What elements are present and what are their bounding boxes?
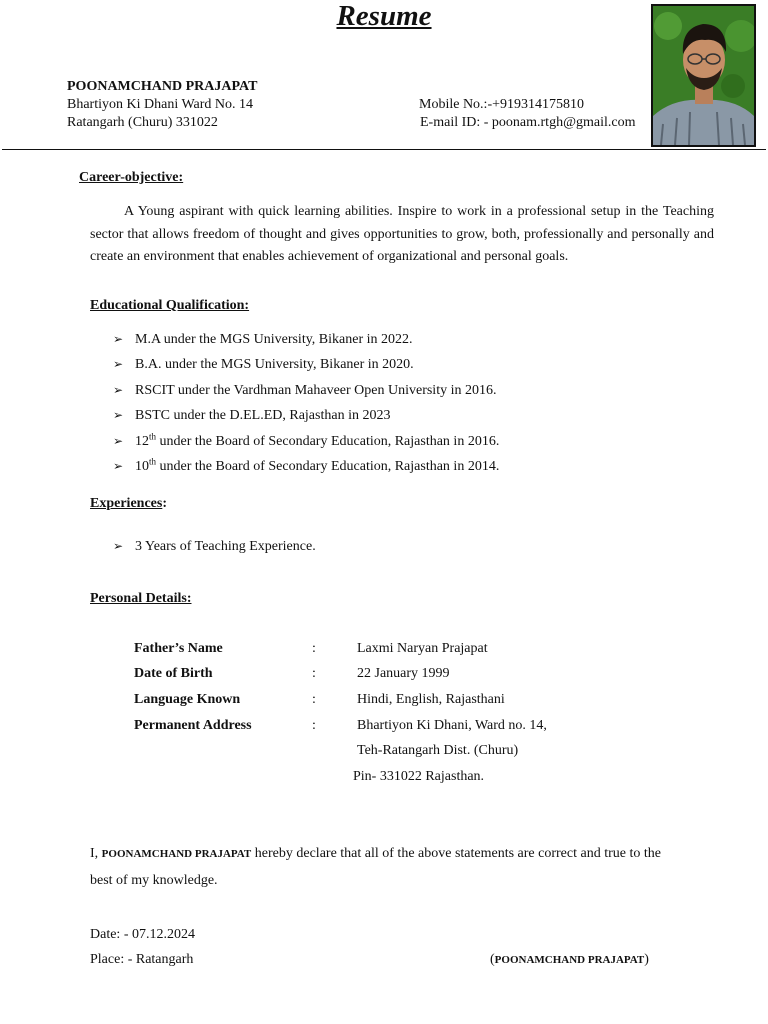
dob-value: 22 January 1999: [357, 666, 450, 681]
arrow-bullet-icon: ➢: [113, 332, 124, 346]
profile-photo: [651, 4, 756, 147]
applicant-name: POONAMCHAND PRAJAPAT: [67, 79, 258, 94]
arrow-bullet-icon: ➢: [113, 459, 124, 473]
language-label: Language Known: [134, 692, 241, 707]
address-line-2: Ratangarh (Churu) 331022: [67, 115, 218, 130]
declaration-date: Date: - 07.12.2024: [90, 927, 195, 942]
permanent-address-line-1: Bhartiyon Ki Dhani, Ward no. 14,: [357, 718, 547, 733]
signature-name: (POONAMCHAND PRAJAPAT): [490, 952, 649, 967]
email-address: E-mail ID: - poonam.rtgh@gmail.com: [420, 115, 636, 130]
resume-title: Resume: [336, 0, 432, 32]
header-divider: [2, 149, 766, 150]
fathers-name-value: Laxmi Naryan Prajapat: [357, 641, 488, 656]
arrow-bullet-icon: ➢: [113, 434, 124, 448]
list-item: ➢ RSCIT under the Vardhman Mahaveer Open University in 2016.: [113, 383, 497, 398]
list-item: ➢ 3 Years of Teaching Experience.: [113, 539, 316, 554]
language-value: Hindi, English, Rajasthani: [357, 692, 505, 707]
mobile-number: Mobile No.:-+919314175810: [419, 97, 584, 112]
permanent-address-line-3: Pin- 331022 Rajasthan.: [353, 769, 485, 784]
declaration-name: POONAMCHAND PRAJAPAT: [101, 848, 252, 860]
list-item: ➢ 12th under the Board of Secondary Education, Rajasthan in 2016.: [113, 431, 500, 449]
address-label: Permanent Address: [134, 718, 252, 733]
address-line-1: Bhartiyon Ki Dhani Ward No. 14: [67, 97, 254, 112]
fathers-name-label: Father’s Name: [134, 641, 223, 656]
list-item: ➢ B.A. under the MGS University, Bikaner in 2020.: [113, 357, 414, 372]
declaration-line-1: I, POONAMCHAND PRAJAPAT hereby declare that all of the above statements are correct and true to the: [90, 846, 661, 861]
experience-heading: Experiences:: [90, 496, 167, 511]
person-photo-icon: [653, 6, 754, 145]
career-objective-heading: Career-objective:: [79, 170, 184, 185]
personal-details-heading: Personal Details:: [90, 591, 192, 606]
list-item: ➢ M.A under the MGS University, Bikaner in 2022.: [113, 332, 413, 347]
declaration-line-2: best of my knowledge.: [90, 873, 218, 888]
separator: :: [312, 666, 316, 681]
dob-label: Date of Birth: [134, 666, 213, 681]
arrow-bullet-icon: ➢: [113, 357, 124, 371]
arrow-bullet-icon: ➢: [113, 408, 124, 422]
permanent-address-line-2: Teh-Ratangarh Dist. (Churu): [357, 743, 519, 758]
arrow-bullet-icon: ➢: [113, 539, 124, 553]
list-item: ➢ 10th under the Board of Secondary Education, Rajasthan in 2014.: [113, 456, 500, 474]
education-heading: Educational Qualification:: [90, 298, 250, 313]
separator: :: [312, 692, 316, 707]
separator: :: [312, 718, 316, 733]
declaration-place: Place: - Ratangarh: [90, 952, 194, 967]
arrow-bullet-icon: ➢: [113, 383, 124, 397]
career-objective-body: A Young aspirant with quick learning abilities. Inspire to work in a professional setup in the Teaching sector that allows freedom of thought and gives opportunities to grow, both, professionally and personally and create an environment that enables achievement of organizational and personal goals.: [90, 204, 714, 264]
separator: :: [312, 641, 316, 656]
list-item: ➢ BSTC under the D.EL.ED, Rajasthan in 2023: [113, 408, 391, 423]
career-objective-text: [90, 201, 714, 269]
